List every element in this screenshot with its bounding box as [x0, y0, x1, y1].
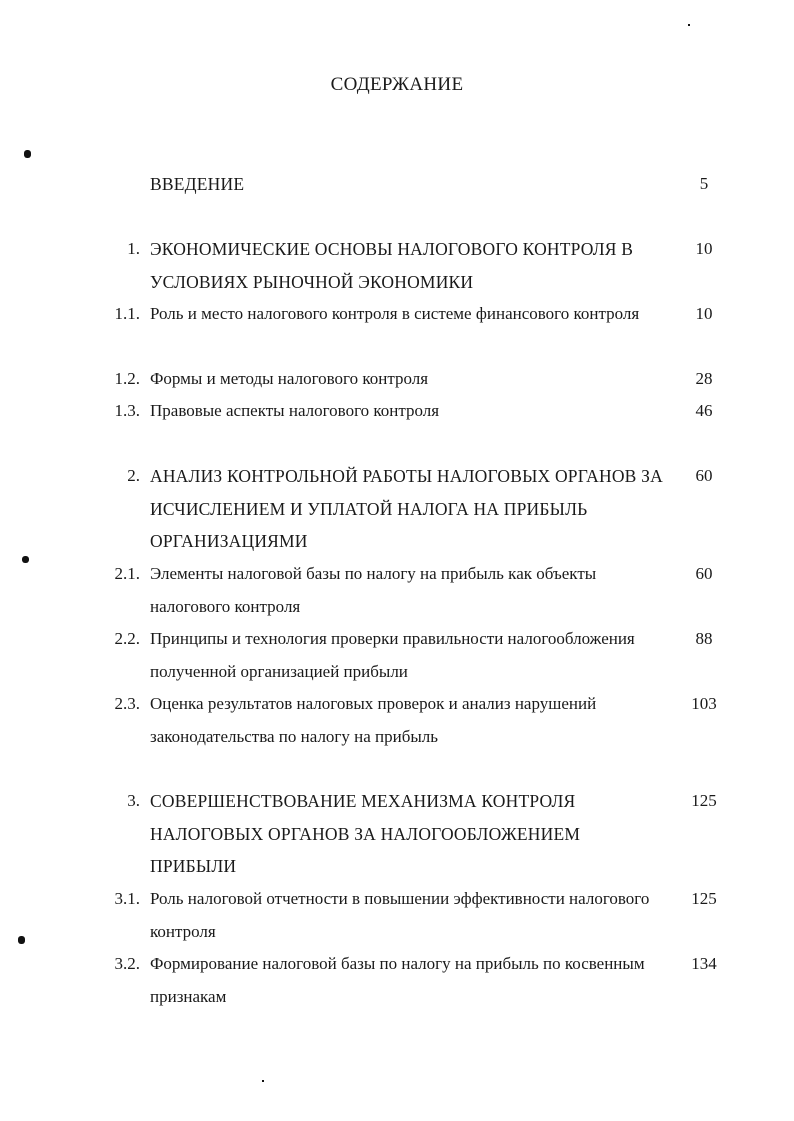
toc-entry-number: 2.1. [114, 564, 140, 583]
toc-entry-text: Элементы налоговой базы по налогу на прибыль как объекты налогового контроля [150, 564, 597, 616]
scan-mark [18, 936, 25, 944]
toc-entry-page: 125 [691, 889, 717, 908]
toc-entry-text: Принципы и технология проверки правильности налогообложения полученной организацией прибыли [150, 629, 635, 681]
toc-entry-page: 46 [695, 401, 713, 420]
toc-entry-number: 2.2. [114, 629, 140, 648]
toc-entry-text: ВВЕДЕНИЕ [150, 174, 245, 194]
toc-entry-page: 103 [691, 694, 717, 713]
toc-entry-page: 60 [695, 466, 713, 485]
scan-speck [262, 1080, 264, 1082]
toc-entry-page: 134 [691, 954, 717, 973]
toc-entry-text: Роль и место налогового контроля в системе финансового контроля [150, 304, 640, 323]
toc-entry-page: 5 [699, 174, 709, 193]
toc-entry-number: 1. [127, 239, 140, 258]
toc-entry-text: Оценка результатов налоговых проверок и анализ нарушений законодательства по налогу на прибыль [150, 694, 597, 746]
toc-entry-text: СОВЕРШЕНСТВОВАНИЕ МЕХАНИЗМА КОНТРОЛЯ НАЛОГОВЫХ ОРГАНОВ ЗА НАЛОГООБЛОЖЕНИЕМ ПРИБЫЛИ [150, 791, 581, 876]
toc-entry-page: 10 [695, 239, 713, 258]
toc-entry-text: ЭКОНОМИЧЕСКИЕ ОСНОВЫ НАЛОГОВОГО КОНТРОЛЯ В УСЛОВИЯХ РЫНОЧНОЙ ЭКОНОМИКИ [150, 239, 634, 292]
toc-entry-number: 1.3. [114, 401, 140, 420]
scan-mark [22, 556, 29, 563]
toc-entry-page: 88 [695, 629, 713, 648]
toc-entry-text: Роль налоговой отчетности в повышении эффективности налогового контроля [150, 889, 650, 941]
toc-entry-number: 2.3. [114, 694, 140, 713]
toc-entry-page: 28 [695, 369, 713, 388]
toc-entry-page: 10 [695, 304, 713, 323]
scan-mark [24, 150, 31, 158]
toc-entry-text: Формы и методы налогового контроля [150, 369, 429, 388]
toc-entry-page: 60 [695, 564, 713, 583]
toc-entry-number: 3.1. [114, 889, 140, 908]
toc-entry-text: АНАЛИЗ КОНТРОЛЬНОЙ РАБОТЫ НАЛОГОВЫХ ОРГАНОВ ЗА ИСЧИСЛЕНИЕМ И УПЛАТОЙ НАЛОГА НА ПРИБЫЛЬ ОРГАНИЗАЦИЯМИ [150, 466, 663, 551]
toc-entry-page: 125 [691, 791, 717, 810]
toc-entry-number: 3. [127, 791, 140, 810]
toc-entry-number: 1.1. [114, 304, 140, 323]
toc-entry-text: Правовые аспекты налогового контроля [150, 401, 440, 420]
toc-entry-number: 3.2. [114, 954, 140, 973]
toc-entry-number: 2. [127, 466, 140, 485]
toc-entry-text: Формирование налоговой базы по налогу на прибыль по косвенным признакам [150, 954, 645, 1006]
page-title: СОДЕРЖАНИЕ [330, 74, 464, 95]
scan-speck [688, 24, 690, 26]
toc-entry-number: 1.2. [114, 369, 140, 388]
